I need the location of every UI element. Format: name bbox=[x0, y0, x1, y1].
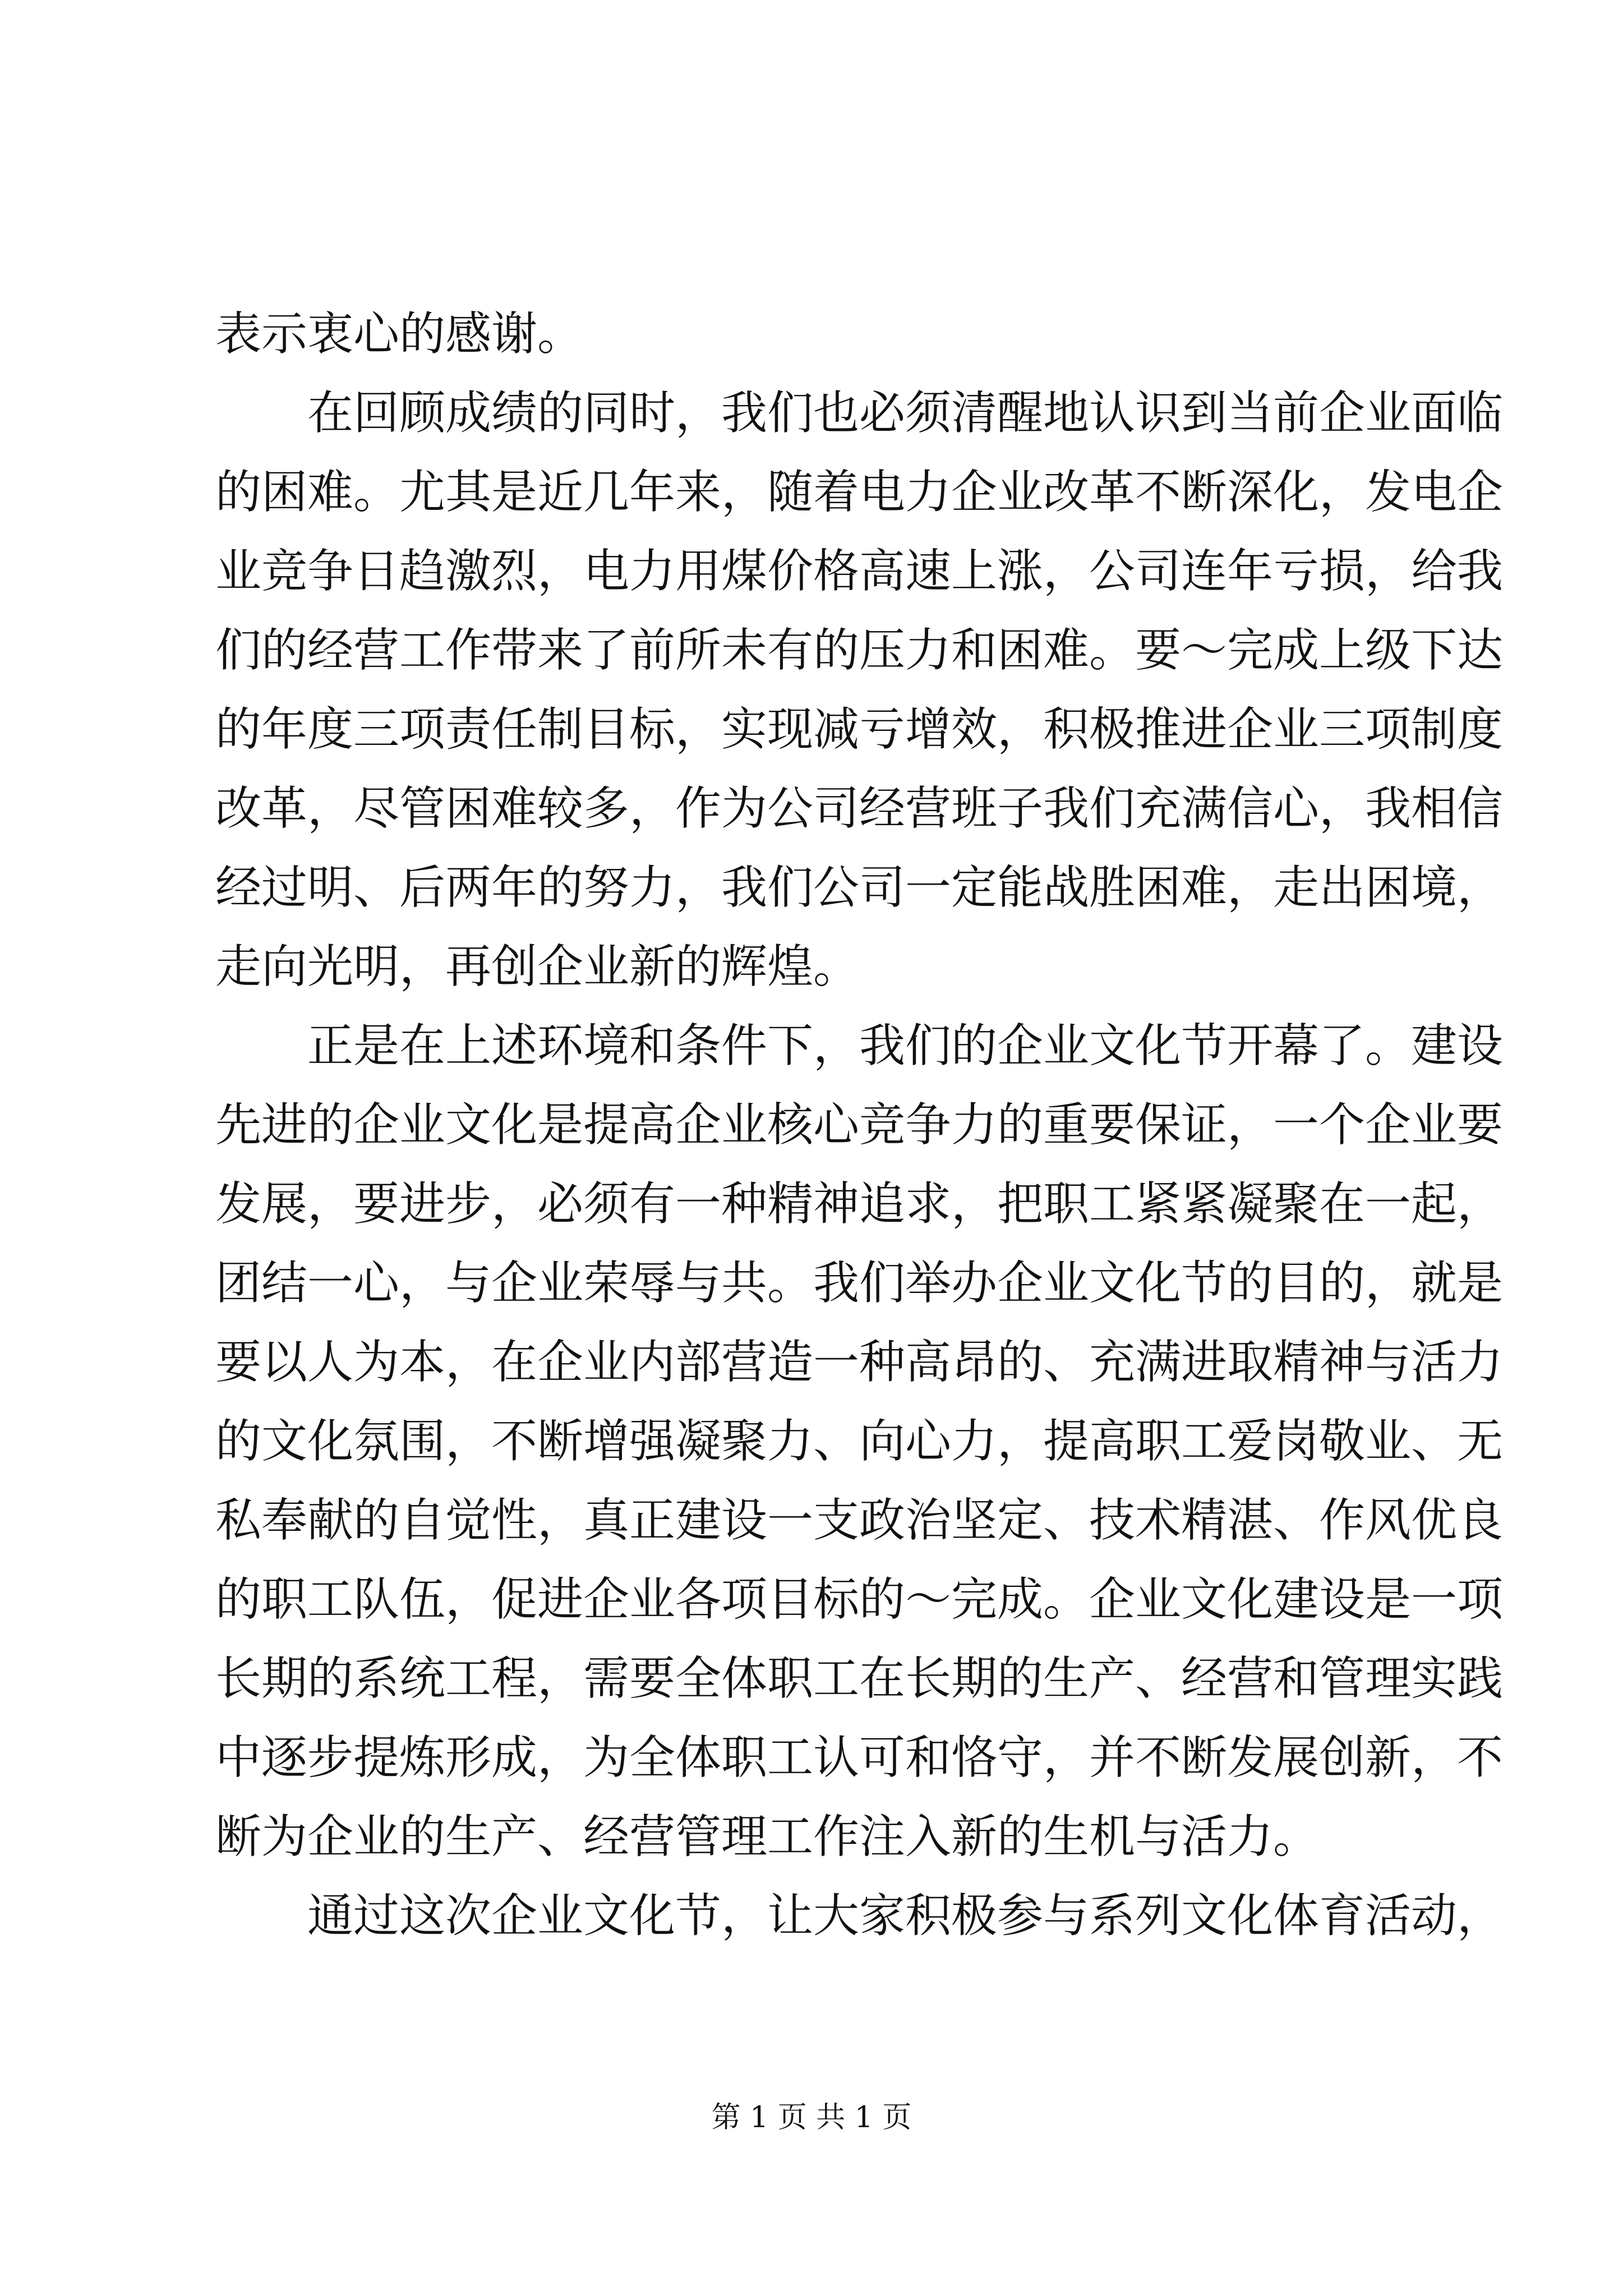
text-line: 改革，尽管困难较多，作为公司经营班子我们充满信心，我相信 bbox=[215, 782, 1504, 835]
paragraph bbox=[215, 1006, 1504, 1876]
text-line: 在回顾成绩的同时，我们也必须清醒地认识到当前企业面临 bbox=[307, 386, 1504, 440]
text-line: 通过这次企业文化节，让大家积极参与系列文化体育活动， bbox=[307, 1889, 1504, 1943]
text-line: 们的经营工作带来了前所未有的压力和困难。要～完成上级下达 bbox=[215, 624, 1504, 677]
document-body bbox=[215, 295, 1504, 1955]
text-line: 先进的企业文化是提高企业核心竞争力的重要保证，一个企业要 bbox=[215, 1098, 1504, 1152]
text-line: 团结一心，与企业荣辱与共。我们举办企业文化节的目的，就是 bbox=[215, 1257, 1504, 1310]
text-line: 经过明、后两年的努力，我们公司一定能战胜困难，走出困境， bbox=[215, 861, 1504, 914]
text-line: 断为企业的生产、经营管理工作注入新的生机与活力。 bbox=[215, 1810, 1320, 1864]
text-line: 要以人为本，在企业内部营造一种高昂的、充满进取精神与活力 bbox=[215, 1336, 1504, 1389]
text-line: 走向光明，再创企业新的辉煌。 bbox=[215, 940, 860, 993]
text-line: 表示衷心的感谢。 bbox=[215, 307, 584, 361]
text-line: 的职工队伍，促进企业各项目标的～完成。企业文化建设是一项 bbox=[215, 1573, 1504, 1626]
paragraph bbox=[215, 1876, 1504, 1955]
paragraph bbox=[215, 374, 1504, 1006]
text-line: 正是在上述环境和条件下，我们的企业文化节开幕了。建设 bbox=[307, 1019, 1504, 1073]
text-line: 的年度三项责任制目标，实现减亏增效，积极推进企业三项制度 bbox=[215, 703, 1504, 756]
page-footer bbox=[0, 2098, 1623, 2137]
text-line: 长期的系统工程，需要全体职工在长期的生产、经营和管理实践 bbox=[215, 1652, 1504, 1705]
text-line: 发展，要进步，必须有一种精神追求，把职工紧紧凝聚在一起， bbox=[215, 1177, 1504, 1231]
text-line: 的困难。尤其是近几年来，随着电力企业改革不断深化，发电企 bbox=[215, 466, 1504, 519]
page-number-label: 第 1 页 共 1 页 bbox=[711, 2101, 912, 2134]
paragraph bbox=[215, 295, 1418, 374]
text-line: 私奉献的自觉性，真正建设一支政治坚定、技术精湛、作风优良 bbox=[215, 1494, 1504, 1547]
text-line: 的文化氛围，不断增强凝聚力、向心力，提高职工爱岗敬业、无 bbox=[215, 1415, 1504, 1468]
text-line: 中逐步提炼形成，为全体职工认可和恪守，并不断发展创新，不 bbox=[215, 1731, 1504, 1784]
text-line: 业竞争日趋激烈，电力用煤价格高速上涨，公司连年亏损，给我 bbox=[215, 545, 1504, 598]
